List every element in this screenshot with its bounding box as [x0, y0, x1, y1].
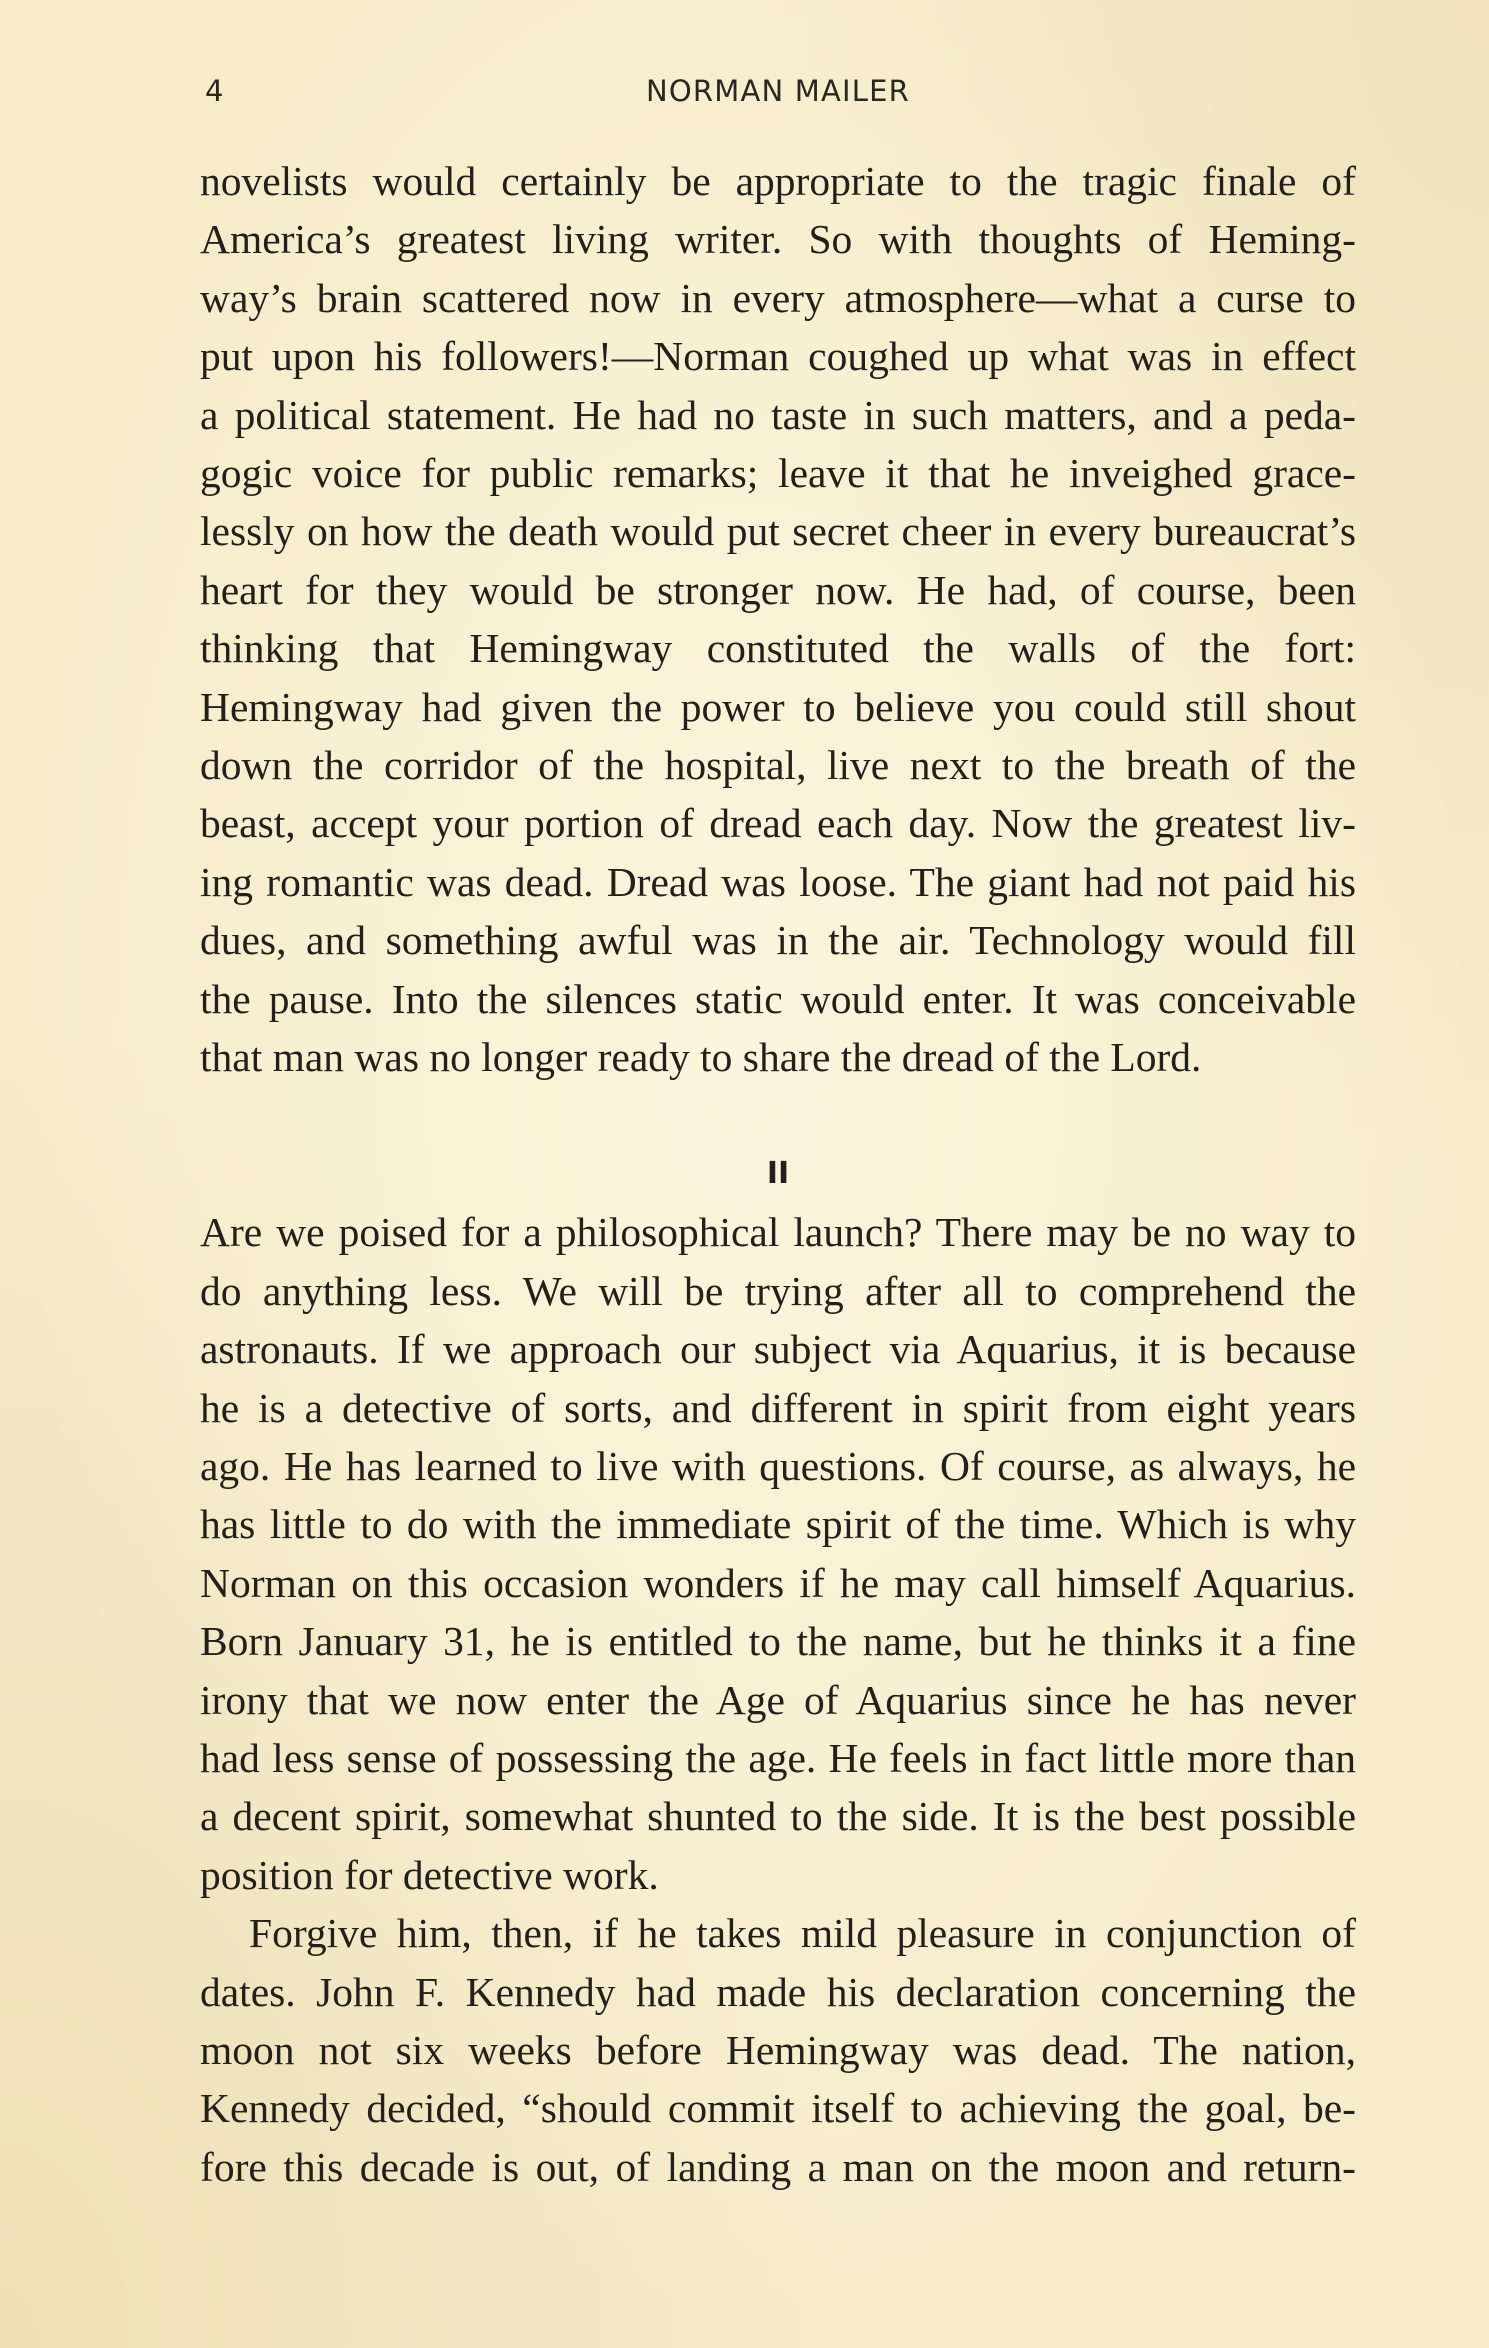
page-number: 4 — [205, 74, 225, 108]
text-line: dues, and something awful was in the air. Technology would fill — [200, 917, 1356, 964]
text-line: way’s brain scattered now in every atmosphere—what a curse to — [200, 274, 1356, 321]
section-number: II — [766, 1155, 790, 1191]
paragraph — [200, 1904, 1356, 2196]
text-line: the pause. Into the silences static would enter. It was conceivable — [200, 975, 1356, 1022]
text-line: do anything less. We will be trying after all to comprehend the — [200, 1267, 1356, 1314]
text-line: novelists would certainly be appropriate to the tragic finale of — [200, 158, 1356, 204]
text-line: gogic voice for public remarks; leave it that he inveighed grace- — [200, 450, 1356, 497]
paragraph — [200, 1203, 1356, 1904]
text-line: America’s greatest living writer. So with thoughts of Heming- — [200, 216, 1356, 263]
text-line: position for detective work. — [200, 1851, 659, 1898]
text-line: heart for they would be stronger now. He had, of course, been — [200, 566, 1356, 613]
text-line: Are we poised for a philosophical launch? There may be no way to — [200, 1209, 1356, 1256]
text-line: lessly on how the death would put secret cheer in every bureaucrat’s — [200, 508, 1356, 555]
text-line: Kennedy decided, “should commit itself to achieving the goal, be- — [200, 2085, 1356, 2132]
text-line: Hemingway had given the power to believe you could still shout — [200, 683, 1356, 730]
text-line: a decent spirit, somewhat shunted to the side. It is the best possible — [200, 1793, 1356, 1840]
text-line: astronauts. If we approach our subject via Aquarius, it is because — [200, 1326, 1356, 1373]
text-line: put upon his followers!—Norman coughed up what was in effect — [200, 333, 1356, 380]
text-line: Forgive him, then, if he takes mild pleasure in conjunction of — [249, 1910, 1356, 1957]
text-line: ing romantic was dead. Dread was loose. The giant had not paid his — [200, 858, 1356, 905]
text-line: fore this decade is out, of landing a man on the moon and return- — [200, 2143, 1356, 2190]
text-line: down the corridor of the hospital, live next to the breath of the — [200, 742, 1356, 789]
text-line: Norman on this occasion wonders if he may call himself Aquarius. — [200, 1559, 1356, 1606]
text-line: irony that we now enter the Age of Aquarius since he has never — [200, 1676, 1356, 1723]
paragraph-continued — [200, 152, 1356, 1087]
text-line: had less sense of possessing the age. He feels in fact little more than — [200, 1734, 1356, 1781]
text-line: moon not six weeks before Hemingway was dead. The nation, — [200, 2026, 1356, 2073]
text-line: he is a detective of sorts, and different in spirit from eight years — [200, 1384, 1356, 1431]
running-head: NORMAN MAILER — [645, 74, 911, 108]
text-line: dates. John F. Kennedy had made his declaration concerning the — [200, 1968, 1356, 2015]
text-line: thinking that Hemingway constituted the walls of the fort: — [200, 625, 1356, 672]
body-text — [200, 152, 1356, 2196]
text-line: a political statement. He had no taste in such matters, and a peda- — [200, 391, 1356, 438]
page-header — [200, 74, 1356, 118]
text-line: ago. He has learned to live with questions. Of course, as always, he — [200, 1442, 1356, 1489]
text-line: beast, accept your portion of dread each day. Now the greatest liv- — [200, 800, 1356, 847]
text-line: has little to do with the immediate spirit of the time. Which is why — [200, 1501, 1356, 1548]
text-line: that man was no longer ready to share the dread of the Lord. — [200, 1034, 1202, 1081]
text-line: Born January 31, he is entitled to the name, but he thinks it a fine — [200, 1618, 1356, 1665]
